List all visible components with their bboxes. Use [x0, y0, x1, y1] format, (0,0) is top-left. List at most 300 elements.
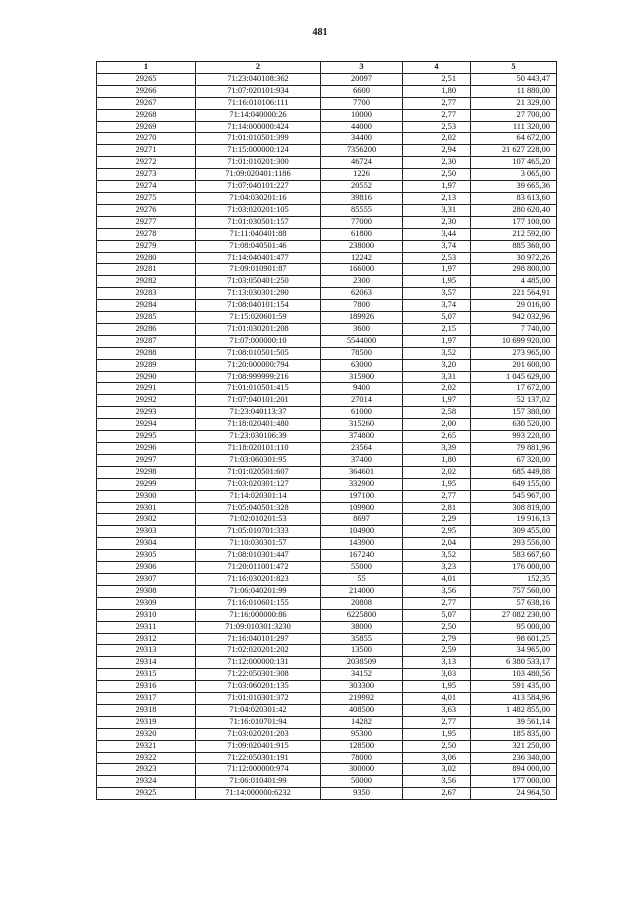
value-cell: 17 672,00 — [471, 383, 557, 395]
row-number-cell: 29271 — [97, 145, 196, 157]
cadastral-number-cell: 71:09:010301:3230 — [196, 621, 321, 633]
row-number-cell: 29298 — [97, 466, 196, 478]
cadastral-number-cell: 71:06:040201:99 — [196, 585, 321, 597]
row-number-cell: 29274 — [97, 181, 196, 193]
cadastral-number-cell: 71:10:030301:57 — [196, 538, 321, 550]
coefficient-cell: 3,39 — [403, 443, 471, 455]
coefficient-cell: 2,50 — [403, 169, 471, 181]
table-row — [97, 669, 557, 681]
cadastral-number-cell: 71:01:010501:415 — [196, 383, 321, 395]
header-col-5: 5 — [471, 62, 557, 74]
row-number-cell: 29301 — [97, 502, 196, 514]
table-row — [97, 681, 557, 693]
area-cell: 189926 — [321, 312, 403, 324]
area-cell: 315900 — [321, 371, 403, 383]
value-cell: 152,35 — [471, 573, 557, 585]
coefficient-cell: 2,00 — [403, 419, 471, 431]
cadastral-number-cell: 71:20:000000:794 — [196, 359, 321, 371]
table-header-row — [97, 62, 557, 74]
row-number-cell: 29283 — [97, 288, 196, 300]
cadastral-number-cell: 71:01:020501:607 — [196, 466, 321, 478]
coefficient-cell: 3,56 — [403, 776, 471, 788]
row-number-cell: 29308 — [97, 585, 196, 597]
value-cell: 280 620,40 — [471, 204, 557, 216]
table-row — [97, 288, 557, 300]
table-row — [97, 407, 557, 419]
area-cell: 5544000 — [321, 335, 403, 347]
value-cell: 221 564,91 — [471, 288, 557, 300]
table-row — [97, 752, 557, 764]
area-cell: 12242 — [321, 252, 403, 264]
area-cell: 14282 — [321, 716, 403, 728]
row-number-cell: 29304 — [97, 538, 196, 550]
value-cell: 583 667,60 — [471, 550, 557, 562]
area-cell: 166000 — [321, 264, 403, 276]
table-row — [97, 383, 557, 395]
cadastral-number-cell: 71:03:020201:203 — [196, 728, 321, 740]
area-cell: 20808 — [321, 597, 403, 609]
row-number-cell: 29317 — [97, 693, 196, 705]
table-row — [97, 573, 557, 585]
value-cell: 79 881,96 — [471, 443, 557, 455]
coefficient-cell: 1,97 — [403, 264, 471, 276]
cadastral-number-cell: 71:07:020101:934 — [196, 85, 321, 97]
table-row — [97, 443, 557, 455]
area-cell: 6225800 — [321, 609, 403, 621]
area-cell: 128500 — [321, 740, 403, 752]
coefficient-cell: 3,20 — [403, 359, 471, 371]
area-cell: 20552 — [321, 181, 403, 193]
cadastral-number-cell: 71:03:020201:105 — [196, 204, 321, 216]
coefficient-cell: 1,95 — [403, 681, 471, 693]
coefficient-cell: 2,02 — [403, 133, 471, 145]
value-cell: 885 360,00 — [471, 240, 557, 252]
header-col-3: 3 — [321, 62, 403, 74]
cadastral-number-cell: 71:13:030301:290 — [196, 288, 321, 300]
area-cell: 39816 — [321, 192, 403, 204]
cadastral-number-cell: 71:01:010301:372 — [196, 693, 321, 705]
table-row — [97, 300, 557, 312]
row-number-cell: 29295 — [97, 431, 196, 443]
value-cell: 185 835,00 — [471, 728, 557, 740]
value-cell: 10 699 920,00 — [471, 335, 557, 347]
cadastral-number-cell: 71:14:040401:477 — [196, 252, 321, 264]
row-number-cell: 29280 — [97, 252, 196, 264]
row-number-cell: 29311 — [97, 621, 196, 633]
cadastral-number-cell: 71:03:050401:250 — [196, 276, 321, 288]
coefficient-cell: 2,77 — [403, 597, 471, 609]
table-row — [97, 776, 557, 788]
table-row — [97, 562, 557, 574]
cadastral-number-cell: 71:05:010701:333 — [196, 526, 321, 538]
table-row — [97, 597, 557, 609]
cadastral-number-cell: 71:02:010201:53 — [196, 514, 321, 526]
coefficient-cell: 3,03 — [403, 669, 471, 681]
area-cell: 303300 — [321, 681, 403, 693]
cadastral-number-cell: 71:15:020601:59 — [196, 312, 321, 324]
value-cell: 757 560,00 — [471, 585, 557, 597]
table-row — [97, 133, 557, 145]
row-number-cell: 29286 — [97, 323, 196, 335]
row-number-cell: 29273 — [97, 169, 196, 181]
area-cell: 78000 — [321, 752, 403, 764]
table-row — [97, 73, 557, 85]
table-row — [97, 181, 557, 193]
value-cell: 273 965,00 — [471, 347, 557, 359]
area-cell: 10000 — [321, 109, 403, 121]
cadastral-number-cell: 71:05:040501:328 — [196, 502, 321, 514]
value-cell: 52 137,02 — [471, 395, 557, 407]
value-cell: 7 740,00 — [471, 323, 557, 335]
value-cell: 103 480,56 — [471, 669, 557, 681]
value-cell: 1 045 629,00 — [471, 371, 557, 383]
cadastral-number-cell: 71:16:000000:86 — [196, 609, 321, 621]
coefficient-cell: 2,58 — [403, 407, 471, 419]
table-row — [97, 764, 557, 776]
area-cell: 300000 — [321, 764, 403, 776]
table-row — [97, 240, 557, 252]
coefficient-cell: 3,63 — [403, 704, 471, 716]
value-cell: 19 916,13 — [471, 514, 557, 526]
coefficient-cell: 2,81 — [403, 502, 471, 514]
value-cell: 21 329,00 — [471, 97, 557, 109]
value-cell: 4 485,00 — [471, 276, 557, 288]
row-number-cell: 29312 — [97, 633, 196, 645]
table-row — [97, 704, 557, 716]
value-cell: 894 000,00 — [471, 764, 557, 776]
area-cell: 35855 — [321, 633, 403, 645]
header-col-1: 1 — [97, 62, 196, 74]
table-row — [97, 502, 557, 514]
table-row — [97, 192, 557, 204]
table-row — [97, 335, 557, 347]
coefficient-cell: 2,04 — [403, 538, 471, 550]
row-number-cell: 29270 — [97, 133, 196, 145]
coefficient-cell: 3,02 — [403, 764, 471, 776]
row-number-cell: 29278 — [97, 228, 196, 240]
row-number-cell: 29306 — [97, 562, 196, 574]
table-row — [97, 157, 557, 169]
area-cell: 143900 — [321, 538, 403, 550]
table-row — [97, 85, 557, 97]
cadastral-number-cell: 71:14:040000:26 — [196, 109, 321, 121]
table-row — [97, 169, 557, 181]
coefficient-cell: 1,95 — [403, 478, 471, 490]
cadastral-number-cell: 71:03:060301:95 — [196, 454, 321, 466]
row-number-cell: 29307 — [97, 573, 196, 585]
coefficient-cell: 1,97 — [403, 181, 471, 193]
cadastral-number-cell: 71:14:020301:14 — [196, 490, 321, 502]
row-number-cell: 29296 — [97, 443, 196, 455]
area-cell: 374800 — [321, 431, 403, 443]
value-cell: 591 435,00 — [471, 681, 557, 693]
table-row — [97, 395, 557, 407]
cadastral-number-cell: 71:11:040401:88 — [196, 228, 321, 240]
coefficient-cell: 2,77 — [403, 109, 471, 121]
table-row — [97, 514, 557, 526]
row-number-cell: 29305 — [97, 550, 196, 562]
area-cell: 62063 — [321, 288, 403, 300]
area-cell: 167240 — [321, 550, 403, 562]
area-cell: 7356200 — [321, 145, 403, 157]
area-cell: 364601 — [321, 466, 403, 478]
coefficient-cell: 4,01 — [403, 693, 471, 705]
cadastral-number-cell: 71:12:000000:131 — [196, 657, 321, 669]
cadastral-number-cell: 71:02:020201:202 — [196, 645, 321, 657]
cadastral-number-cell: 71:04:030201:16 — [196, 192, 321, 204]
cadastral-number-cell: 71:18:020401:480 — [196, 419, 321, 431]
row-number-cell: 29291 — [97, 383, 196, 395]
coefficient-cell: 2,53 — [403, 252, 471, 264]
value-cell: 11 880,00 — [471, 85, 557, 97]
cadastral-number-cell: 71:08:040501:46 — [196, 240, 321, 252]
area-cell: 332900 — [321, 478, 403, 490]
table-row — [97, 585, 557, 597]
area-cell: 7800 — [321, 300, 403, 312]
table-row — [97, 716, 557, 728]
row-number-cell: 29275 — [97, 192, 196, 204]
cadastral-number-cell: 71:01:010501:399 — [196, 133, 321, 145]
coefficient-cell: 1,95 — [403, 276, 471, 288]
row-number-cell: 29313 — [97, 645, 196, 657]
coefficient-cell: 3,52 — [403, 550, 471, 562]
coefficient-cell: 2,77 — [403, 490, 471, 502]
value-cell: 6 380 533,17 — [471, 657, 557, 669]
cadastral-number-cell: 71:08:010301:447 — [196, 550, 321, 562]
area-cell: 34400 — [321, 133, 403, 145]
table-row — [97, 788, 557, 800]
cadastral-number-cell: 71:09:020401:915 — [196, 740, 321, 752]
value-cell: 29 016,00 — [471, 300, 557, 312]
table-row — [97, 740, 557, 752]
cadastral-number-cell: 71:16:010601:155 — [196, 597, 321, 609]
area-cell: 61800 — [321, 228, 403, 240]
row-number-cell: 29320 — [97, 728, 196, 740]
cadastral-number-cell: 71:07:040101:227 — [196, 181, 321, 193]
value-cell: 95 000,00 — [471, 621, 557, 633]
cadastral-number-cell: 71:20:011001:472 — [196, 562, 321, 574]
row-number-cell: 29268 — [97, 109, 196, 121]
area-cell: 8697 — [321, 514, 403, 526]
value-cell: 39 665,36 — [471, 181, 557, 193]
cadastral-number-cell: 71:14:000000:6232 — [196, 788, 321, 800]
area-cell: 9350 — [321, 788, 403, 800]
table-row — [97, 121, 557, 133]
table-row — [97, 431, 557, 443]
value-cell: 34 965,00 — [471, 645, 557, 657]
coefficient-cell: 3,31 — [403, 371, 471, 383]
row-number-cell: 29302 — [97, 514, 196, 526]
area-cell: 85555 — [321, 204, 403, 216]
cadastral-number-cell: 71:08:999999:216 — [196, 371, 321, 383]
table-row — [97, 466, 557, 478]
cadastral-number-cell: 71:09:010901:87 — [196, 264, 321, 276]
area-cell: 23564 — [321, 443, 403, 455]
cadastral-number-cell: 71:07:040101:201 — [196, 395, 321, 407]
coefficient-cell: 5,07 — [403, 312, 471, 324]
value-cell: 39 561,14 — [471, 716, 557, 728]
row-number-cell: 29309 — [97, 597, 196, 609]
value-cell: 24 964,50 — [471, 788, 557, 800]
cadastral-number-cell: 71:16:030201:823 — [196, 573, 321, 585]
value-cell: 177 100,00 — [471, 216, 557, 228]
row-number-cell: 29290 — [97, 371, 196, 383]
row-number-cell: 29319 — [97, 716, 196, 728]
row-number-cell: 29284 — [97, 300, 196, 312]
row-number-cell: 29269 — [97, 121, 196, 133]
area-cell: 38000 — [321, 621, 403, 633]
area-cell: 61000 — [321, 407, 403, 419]
cadastral-number-cell: 71:23:040108:362 — [196, 73, 321, 85]
cadastral-number-cell: 71:16:010701:94 — [196, 716, 321, 728]
cadastral-number-cell: 71:09:020401:1186 — [196, 169, 321, 181]
coefficient-cell: 2,79 — [403, 633, 471, 645]
coefficient-cell: 2,02 — [403, 466, 471, 478]
cadastral-number-cell: 71:01:030501:157 — [196, 216, 321, 228]
value-cell: 176 000,00 — [471, 562, 557, 574]
area-cell: 1226 — [321, 169, 403, 181]
row-number-cell: 29292 — [97, 395, 196, 407]
row-number-cell: 29322 — [97, 752, 196, 764]
cadastral-number-cell: 71:15:000000:124 — [196, 145, 321, 157]
area-cell: 46724 — [321, 157, 403, 169]
coefficient-cell: 3,13 — [403, 657, 471, 669]
table-row — [97, 526, 557, 538]
cadastral-number-cell: 71:14:000000:424 — [196, 121, 321, 133]
coefficient-cell: 2,13 — [403, 192, 471, 204]
table-row — [97, 359, 557, 371]
cadastral-number-cell: 71:06:010401:99 — [196, 776, 321, 788]
header-col-2: 2 — [196, 62, 321, 74]
coefficient-cell: 2,50 — [403, 621, 471, 633]
row-number-cell: 29294 — [97, 419, 196, 431]
area-cell: 214000 — [321, 585, 403, 597]
coefficient-cell: 3,23 — [403, 562, 471, 574]
coefficient-cell: 2,53 — [403, 121, 471, 133]
row-number-cell: 29299 — [97, 478, 196, 490]
area-cell: 9400 — [321, 383, 403, 395]
coefficient-cell: 3,06 — [403, 752, 471, 764]
area-cell: 7700 — [321, 97, 403, 109]
coefficient-cell: 2,94 — [403, 145, 471, 157]
value-cell: 111 320,00 — [471, 121, 557, 133]
table-row — [97, 609, 557, 621]
value-cell: 630 520,00 — [471, 419, 557, 431]
value-cell: 321 250,00 — [471, 740, 557, 752]
cadastral-number-cell: 71:03:060201:135 — [196, 681, 321, 693]
area-cell: 27014 — [321, 395, 403, 407]
value-cell: 942 032,96 — [471, 312, 557, 324]
cadastral-number-cell: 71:12:000000:974 — [196, 764, 321, 776]
coefficient-cell: 3,31 — [403, 204, 471, 216]
value-cell: 298 800,00 — [471, 264, 557, 276]
coefficient-cell: 3,57 — [403, 288, 471, 300]
row-number-cell: 29325 — [97, 788, 196, 800]
table-row — [97, 97, 557, 109]
row-number-cell: 29289 — [97, 359, 196, 371]
coefficient-cell: 3,74 — [403, 240, 471, 252]
coefficient-cell: 1,80 — [403, 454, 471, 466]
value-cell: 1 482 855,00 — [471, 704, 557, 716]
area-cell: 20097 — [321, 73, 403, 85]
value-cell: 67 320,00 — [471, 454, 557, 466]
row-number-cell: 29314 — [97, 657, 196, 669]
row-number-cell: 29315 — [97, 669, 196, 681]
value-cell: 50 443,47 — [471, 73, 557, 85]
area-cell: 50000 — [321, 776, 403, 788]
value-cell: 30 972,26 — [471, 252, 557, 264]
value-cell: 212 592,00 — [471, 228, 557, 240]
coefficient-cell: 2,15 — [403, 323, 471, 335]
row-number-cell: 29310 — [97, 609, 196, 621]
area-cell: 63000 — [321, 359, 403, 371]
area-cell: 197100 — [321, 490, 403, 502]
table-row — [97, 204, 557, 216]
coefficient-cell: 1,80 — [403, 85, 471, 97]
row-number-cell: 29267 — [97, 97, 196, 109]
coefficient-cell: 4,01 — [403, 573, 471, 585]
value-cell: 177 000,00 — [471, 776, 557, 788]
table-row — [97, 347, 557, 359]
value-cell: 57 638,16 — [471, 597, 557, 609]
cadastral-number-cell: 71:01:010201:300 — [196, 157, 321, 169]
table-row — [97, 657, 557, 669]
value-cell: 27 700,00 — [471, 109, 557, 121]
row-number-cell: 29287 — [97, 335, 196, 347]
row-number-cell: 29282 — [97, 276, 196, 288]
cadastral-number-cell: 71:23:030106:39 — [196, 431, 321, 443]
row-number-cell: 29266 — [97, 85, 196, 97]
value-cell: 649 155,00 — [471, 478, 557, 490]
table-row — [97, 109, 557, 121]
table-row — [97, 264, 557, 276]
area-cell: 78500 — [321, 347, 403, 359]
table-row — [97, 550, 557, 562]
value-cell: 64 672,00 — [471, 133, 557, 145]
value-cell: 27 082 230,00 — [471, 609, 557, 621]
cadastral-number-cell: 71:08:010501:505 — [196, 347, 321, 359]
cadastral-number-cell: 71:03:020301:127 — [196, 478, 321, 490]
coefficient-cell: 3,44 — [403, 228, 471, 240]
table-row — [97, 371, 557, 383]
cadastral-number-cell: 71:04:020301:42 — [196, 704, 321, 716]
row-number-cell: 29303 — [97, 526, 196, 538]
area-cell: 408500 — [321, 704, 403, 716]
row-number-cell: 29323 — [97, 764, 196, 776]
table-row — [97, 728, 557, 740]
row-number-cell: 29285 — [97, 312, 196, 324]
row-number-cell: 29293 — [97, 407, 196, 419]
table-row — [97, 323, 557, 335]
coefficient-cell: 2,59 — [403, 645, 471, 657]
table-row — [97, 478, 557, 490]
value-cell: 545 967,00 — [471, 490, 557, 502]
row-number-cell: 29277 — [97, 216, 196, 228]
area-cell: 44000 — [321, 121, 403, 133]
value-cell: 21 627 228,00 — [471, 145, 557, 157]
table-row — [97, 228, 557, 240]
table-row — [97, 538, 557, 550]
coefficient-cell: 2,77 — [403, 716, 471, 728]
row-number-cell: 29324 — [97, 776, 196, 788]
table-row — [97, 419, 557, 431]
value-cell: 236 340,00 — [471, 752, 557, 764]
value-cell: 83 613,60 — [471, 192, 557, 204]
coefficient-cell: 3,74 — [403, 300, 471, 312]
cadastral-number-cell: 71:01:030201:208 — [196, 323, 321, 335]
cadastral-number-cell: 71:07:000000:10 — [196, 335, 321, 347]
coefficient-cell: 1,97 — [403, 395, 471, 407]
